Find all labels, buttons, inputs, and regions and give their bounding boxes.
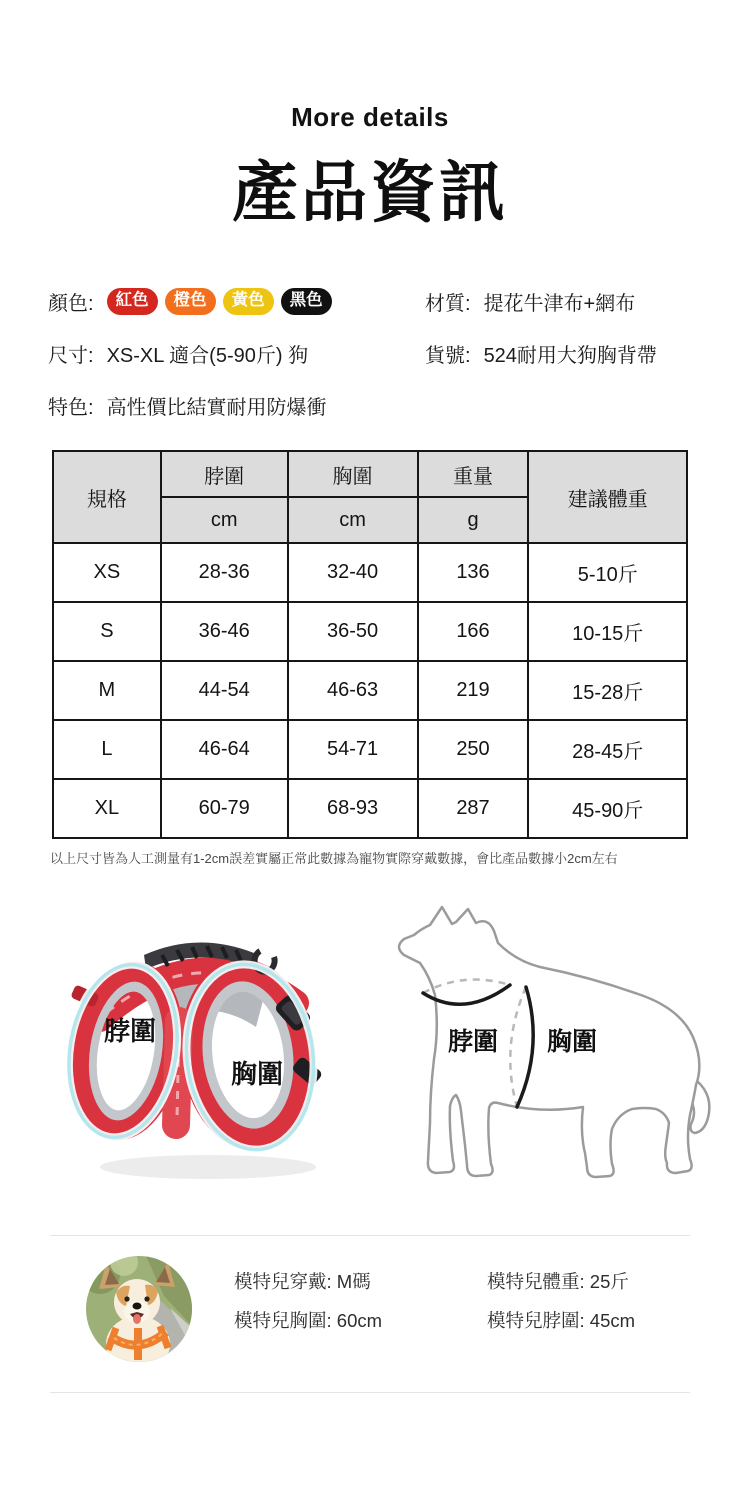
attr-size-value: XS-XL 適合(5-90斤) 狗 bbox=[106, 345, 309, 367]
attr-feature-value: 高性價比結實耐用防爆衝 bbox=[106, 397, 327, 419]
divider-bottom bbox=[50, 1392, 690, 1393]
harness-neck-label: 脖圍 bbox=[104, 1016, 157, 1046]
table-cell-chest: 68-93 bbox=[288, 779, 418, 838]
diagrams-section bbox=[48, 901, 740, 1211]
color-pill-list bbox=[107, 288, 332, 315]
table-row-M bbox=[53, 661, 687, 720]
table-cell-spec: XL bbox=[53, 779, 161, 838]
harness-shadow bbox=[100, 1155, 316, 1179]
color-pill-3: 黑色 bbox=[281, 288, 332, 315]
size-table-neck-unit: cm bbox=[161, 497, 288, 543]
attr-material-label: 材質: bbox=[425, 293, 471, 315]
size-table-chest-header: 胸圍 bbox=[288, 451, 418, 497]
table-cell-neck: 46-64 bbox=[161, 720, 288, 779]
table-cell-weight: 287 bbox=[418, 779, 529, 838]
table-cell-spec: L bbox=[53, 720, 161, 779]
more-details-heading: More details bbox=[291, 102, 449, 132]
attr-item-no bbox=[425, 339, 692, 368]
table-cell-neck: 60-79 bbox=[161, 779, 288, 838]
model-info-item: 模特兒胸圍: 60cm bbox=[234, 1310, 383, 1331]
attr-material bbox=[425, 287, 692, 316]
size-table-suggest-header: 建議體重 bbox=[528, 451, 687, 543]
table-cell-spec: S bbox=[53, 602, 161, 661]
model-dog-photo bbox=[86, 1256, 192, 1362]
attr-color-label: 顏色: bbox=[48, 293, 94, 315]
table-cell-suggest: 10-15斤 bbox=[528, 602, 687, 661]
size-table-spec-header: 規格 bbox=[53, 451, 161, 543]
table-cell-neck: 36-46 bbox=[161, 602, 288, 661]
table-cell-suggest: 15-28斤 bbox=[528, 661, 687, 720]
color-pill-1: 橙色 bbox=[165, 288, 216, 315]
table-cell-chest: 36-50 bbox=[288, 602, 418, 661]
color-pill-0: 紅色 bbox=[107, 288, 158, 315]
table-cell-spec: M bbox=[53, 661, 161, 720]
attr-feature-label: 特色: bbox=[48, 397, 94, 419]
table-cell-weight: 250 bbox=[418, 720, 529, 779]
table-row-L bbox=[53, 720, 687, 779]
table-cell-chest: 32-40 bbox=[288, 543, 418, 602]
table-row-XL bbox=[53, 779, 687, 838]
attr-size bbox=[48, 339, 425, 368]
table-cell-neck: 44-54 bbox=[161, 661, 288, 720]
model-info-grid bbox=[234, 1268, 635, 1333]
table-cell-chest: 46-63 bbox=[288, 661, 418, 720]
attr-color bbox=[48, 287, 425, 316]
size-table-neck-header: 脖圍 bbox=[161, 451, 288, 497]
measurement-note: 以上尺寸皆為人工測量有1-2cm誤差實屬正常此數據為寵物實際穿戴數據，會比產品數據小2cm左右 bbox=[50, 851, 618, 866]
model-section bbox=[0, 1236, 740, 1376]
table-cell-suggest: 5-10斤 bbox=[528, 543, 687, 602]
harness-chest-label: 胸圍 bbox=[231, 1059, 284, 1089]
attr-size-label: 尺寸: bbox=[48, 345, 94, 367]
table-row-S bbox=[53, 602, 687, 661]
table-cell-suggest: 45-90斤 bbox=[528, 779, 687, 838]
model-info-item: 模特兒脖圍: 45cm bbox=[487, 1310, 636, 1331]
attr-feature bbox=[48, 391, 425, 420]
attr-item-no-value: 524耐用大狗胸背帶 bbox=[483, 345, 657, 367]
size-table-chest-unit: cm bbox=[288, 497, 418, 543]
table-cell-weight: 219 bbox=[418, 661, 529, 720]
color-pill-2: 黃色 bbox=[223, 288, 274, 315]
attr-item-no-label: 貨號: bbox=[425, 345, 471, 367]
model-info-item: 模特兒穿戴: M碼 bbox=[234, 1271, 371, 1292]
page-header bbox=[0, 0, 740, 229]
table-cell-chest: 54-71 bbox=[288, 720, 418, 779]
size-table-weight-header: 重量 bbox=[418, 451, 529, 497]
attr-material-value: 提花牛津布+網布 bbox=[483, 293, 636, 315]
size-table bbox=[52, 450, 688, 839]
table-row-XS bbox=[53, 543, 687, 602]
dog-neck-label: 脖圍 bbox=[448, 1028, 499, 1056]
attributes-section bbox=[48, 287, 692, 420]
page-title: 產品資訊 bbox=[232, 155, 508, 229]
dog-chest-label: 胸圍 bbox=[547, 1028, 598, 1056]
table-cell-spec: XS bbox=[53, 543, 161, 602]
model-info-item: 模特兒體重: 25斤 bbox=[487, 1271, 629, 1292]
table-cell-weight: 136 bbox=[418, 543, 529, 602]
table-cell-neck: 28-36 bbox=[161, 543, 288, 602]
harness-image bbox=[48, 901, 378, 1206]
table-cell-suggest: 28-45斤 bbox=[528, 720, 687, 779]
dog-diagram bbox=[390, 901, 730, 1211]
size-table-weight-unit: g bbox=[418, 497, 529, 543]
table-cell-weight: 166 bbox=[418, 602, 529, 661]
